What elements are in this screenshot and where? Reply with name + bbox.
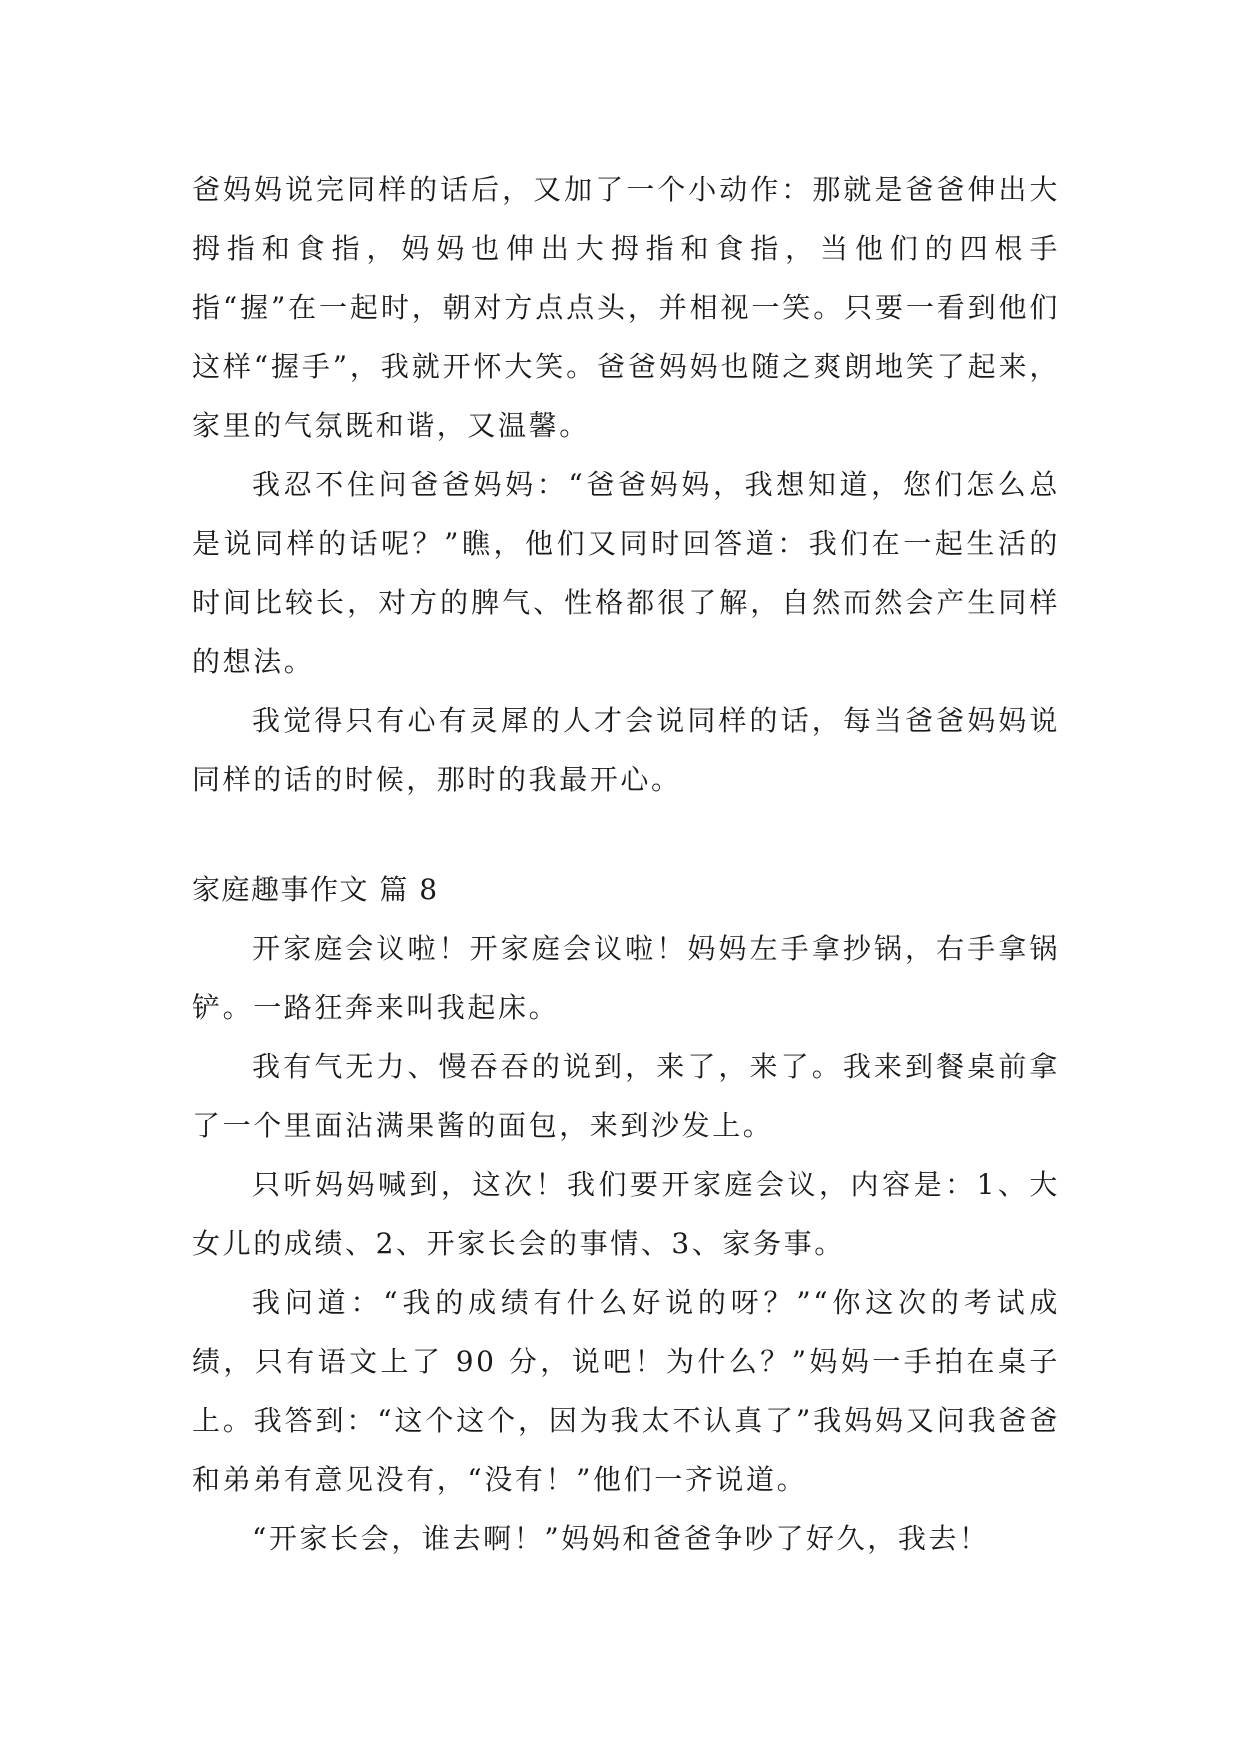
essay-title: 家庭趣事作文 篇 8 bbox=[192, 873, 439, 906]
essay-section-2 bbox=[192, 860, 1060, 1568]
paragraph: 爸妈妈说完同样的话后，又加了一个小动作：那就是爸爸伸出大拇指和食指，妈妈也伸出大拇指和食指，当他们的四根手指“握”在一起时，朝对方点点头，并相视一笑。只要一看到他们这样“握手”，我就开怀大笑。爸爸妈妈也随之爽朗地笑了起来，家里的气氛既和谐，又温馨。 bbox=[192, 173, 1060, 442]
paragraph: 我有气无力、慢吞吞的说到，来了，来了。我来到餐桌前拿了一个里面沾满果酱的面包，来到沙发上。 bbox=[192, 1050, 1060, 1142]
essay-section-1 bbox=[192, 160, 1060, 809]
paragraph: 我忍不住问爸爸妈妈：“爸爸妈妈，我想知道，您们怎么总是说同样的话呢？”瞧，他们又同时回答道：我们在一起生活的时间比较长，对方的脾气、性格都很了解，自然而然会产生同样的想法。 bbox=[192, 468, 1060, 678]
paragraph: 开家庭会议啦！开家庭会议啦！妈妈左手拿抄锅，右手拿锅铲。一路狂奔来叫我起床。 bbox=[192, 932, 1060, 1024]
paragraph: 只听妈妈喊到，这次！我们要开家庭会议，内容是：1、大女儿的成绩、2、开家长会的事情、3、家务事。 bbox=[192, 1168, 1060, 1260]
paragraph: 我问道：“我的成绩有什么好说的呀？”“你这次的考试成绩，只有语文上了 90 分，说吧！为什么？”妈妈一手拍在桌子上。我答到：“这个这个，因为我太不认真了”我妈妈又问我爸爸和弟弟有意见没有，“没有！”他们一齐说道。 bbox=[192, 1286, 1060, 1496]
paragraph: 我觉得只有心有灵犀的人才会说同样的话，每当爸爸妈妈说同样的话的时候，那时的我最开心。 bbox=[192, 704, 1060, 796]
paragraph: “开家长会，谁去啊！”妈妈和爸爸争吵了好久，我去！ bbox=[252, 1522, 990, 1555]
